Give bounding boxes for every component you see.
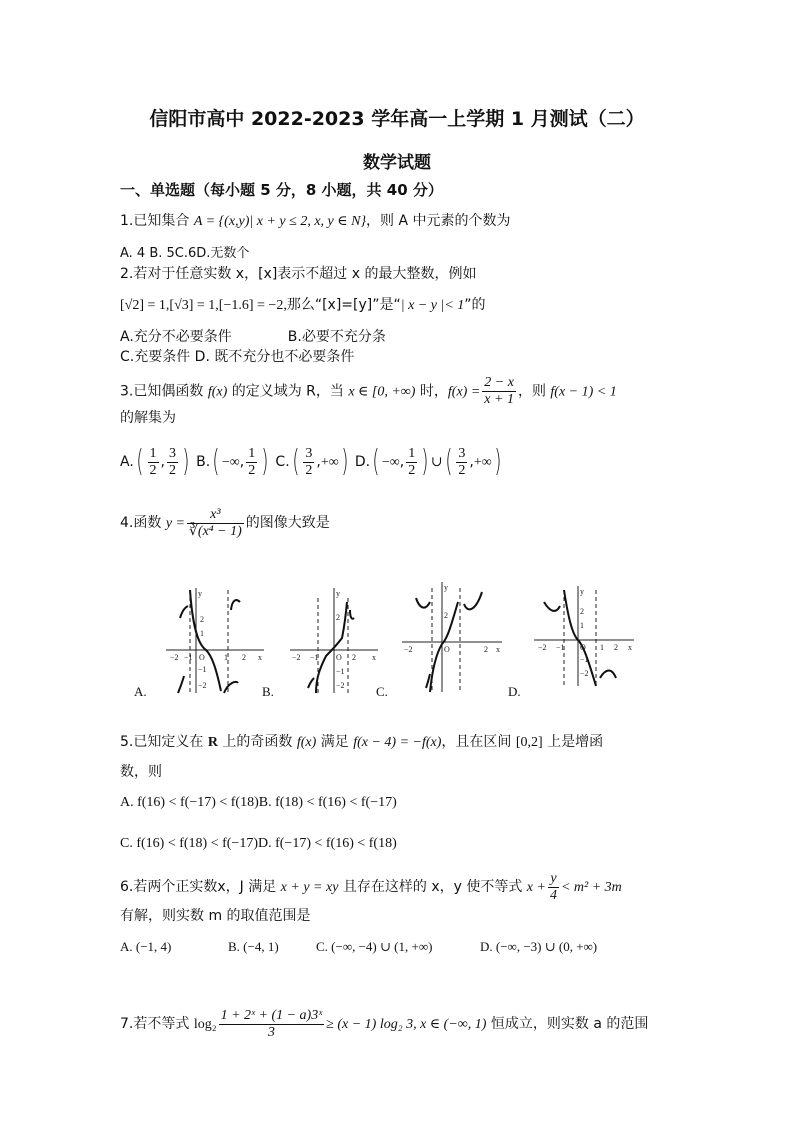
q6-options <box>120 937 597 957</box>
question-6 <box>120 870 622 905</box>
q3-fx: f(x) <box>207 384 228 400</box>
q4-stem: 4.函数 <box>120 515 166 531</box>
q2-options-ab <box>120 327 386 347</box>
svg-text:2: 2 <box>242 653 246 662</box>
q5-R: R <box>207 735 218 750</box>
q5-options-cd <box>120 834 397 854</box>
q3-stem: 3.已知偶函数 <box>120 383 208 400</box>
section-heading: 一、单选题（每小题 5 分，8 小题，共 40 分） <box>120 181 443 199</box>
svg-text:−1: −1 <box>310 653 319 662</box>
q5-fx: f(x) <box>296 735 317 750</box>
q2-option-b: B.必要不充分条 <box>287 329 386 345</box>
q7-fraction: $\frac{\text{1 + 2ˣ + (1 − a)3ˣ}}{3}$ <box>220 1007 323 1040</box>
svg-text:2: 2 <box>336 613 340 622</box>
q4-graph-b <box>290 588 378 693</box>
q5-stem-b: 上的奇函数 <box>217 734 297 750</box>
q2-option-a: A.充分不必要条件 <box>120 329 232 345</box>
q4-num: x³ <box>187 507 244 524</box>
q4-den: ∛(x⁴ − 1) <box>188 523 242 539</box>
q5-stem-d: ，且在区间 <box>441 734 516 750</box>
q6-option-a: A. (−1, 4) <box>120 939 172 954</box>
q2-condition: | x − y |< 1 <box>400 298 465 313</box>
svg-text:−2: −2 <box>580 669 589 678</box>
question-4 <box>120 500 330 547</box>
svg-text:2: 2 <box>352 653 356 662</box>
q1-set: A = {(x,y)| x + y ≤ 2, x, y ∈ N} <box>193 214 367 229</box>
q5-interval: [0,2] <box>515 735 543 750</box>
q1-stem: 1.已知集合 <box>120 213 194 229</box>
q7-log: log₂ <box>193 1017 217 1032</box>
q5-condition: f(x − 4) = −f(x) <box>353 735 442 750</box>
q4-label-c: C. <box>376 684 388 699</box>
svg-text:y: y <box>336 589 340 598</box>
q6-stem-b: 且存在这样的 x，y 使不等式 <box>338 879 527 895</box>
q3-stem-b: 的定义域为 R，当 <box>227 383 349 400</box>
q5-options-ab <box>120 793 397 813</box>
q7-stem: 7.若不等式 <box>120 1016 194 1032</box>
q4-label-a: A. <box>134 684 147 699</box>
svg-text:x: x <box>496 645 500 654</box>
svg-text:−1: −1 <box>336 667 345 676</box>
svg-text:1: 1 <box>200 629 204 638</box>
q7-rhs: ≥ (x − 1) log₂ 3, x ∈ (−∞, 1) <box>326 1017 487 1032</box>
q5-option-c: C. f(16) < f(18) < f(−17) <box>120 836 258 851</box>
svg-text:x: x <box>628 643 632 652</box>
q1-options: A. 4 B. 5C.6D.无数个 <box>120 246 250 261</box>
q5-stem-c: 满足 <box>316 734 354 750</box>
q3-options <box>120 444 503 481</box>
question-7 <box>120 1004 648 1045</box>
svg-text:O: O <box>199 653 205 662</box>
q3-stem-c: 时， <box>415 383 448 400</box>
q2-examples: [√2] = 1,[√3] = 1,[−1.6] = −2, <box>120 298 287 313</box>
question-1 <box>120 211 511 232</box>
question-2: 2.若对于任意实数 x，[x]表示不超过 x 的最大整数，例如 <box>120 266 477 282</box>
q4-stem-end: 的图像大致是 <box>245 515 330 531</box>
q3-domain: x ∈ [0, +∞) <box>348 384 416 400</box>
svg-text:y: y <box>580 587 584 596</box>
svg-text:2: 2 <box>614 643 618 652</box>
q6-condition: x + y = xy <box>280 880 339 895</box>
question-5 <box>120 732 603 753</box>
q6-stem: 6.若两个正实数x，J 满足 <box>120 879 281 895</box>
svg-text:−1: −1 <box>556 643 565 652</box>
q3-den: x + 1 <box>484 392 514 407</box>
q5-stem-e: 上是增函 <box>542 734 604 750</box>
svg-text:−2: −2 <box>538 643 547 652</box>
svg-text:2: 2 <box>444 611 448 620</box>
q4-graph-a <box>166 588 264 693</box>
svg-text:1: 1 <box>580 621 584 630</box>
svg-text:1: 1 <box>224 653 228 662</box>
svg-text:−2: −2 <box>336 681 345 690</box>
q3-fdef: f(x) = <box>447 384 481 400</box>
svg-text:2: 2 <box>484 645 488 654</box>
q4-graph-c <box>402 582 502 692</box>
q3-stem-d: ，则 <box>517 383 551 400</box>
q6-option-d: D. (−∞, −3) ∪ (0, +∞) <box>480 939 598 954</box>
q7-stem-end: 恒成立，则实数 a 的范围 <box>486 1016 649 1032</box>
svg-text:y: y <box>444 583 448 592</box>
q6-ineq-a: x + <box>526 880 546 895</box>
question-3 <box>120 375 617 408</box>
svg-text:−2: −2 <box>170 653 179 662</box>
svg-text:1: 1 <box>600 643 604 652</box>
svg-text:O: O <box>336 653 342 662</box>
svg-text:2: 2 <box>580 607 584 616</box>
q6-option-c: C. (−∞, −4) ∪ (1, +∞) <box>316 939 433 954</box>
q3-option-b: B.( −∞, $\frac{1}{2}$ ) <box>196 444 269 479</box>
q5-stem-end: 数，则 <box>120 764 162 780</box>
q2-stem: 那么“[x]=[y]”是“ <box>286 297 401 313</box>
svg-text:2: 2 <box>200 615 204 624</box>
page-title: 信阳市高中 2022-2023 学年高一上学期 1 月测试（二） <box>149 108 645 130</box>
page-subtitle: 数学试题 <box>363 153 431 173</box>
q3-inequality: f(x − 1) < 1 <box>550 384 617 400</box>
q4-graph-options <box>120 578 680 700</box>
q3-option-d: D.( −∞, $\frac{1}{2}$ ) ∪( $\frac{3}{2}$ ,+∞) <box>354 444 502 479</box>
q5-option-b: B. f(18) < f(16) < f(−17) <box>258 795 397 810</box>
q6-ineq-b: < m² + 3m <box>560 880 622 895</box>
svg-text:−1: −1 <box>198 665 207 674</box>
svg-text:y: y <box>198 589 202 598</box>
q6-stem-end: 有解，则实数 m 的取值范围是 <box>120 908 311 924</box>
q2-stem-end: ”的 <box>464 297 486 313</box>
q2-examples-line <box>120 295 486 316</box>
q4-label-b: B. <box>262 684 274 699</box>
q3-option-c: C.( $\frac{3}{2}$ ,+∞) <box>275 444 349 479</box>
q5-option-d: D. f(−17) < f(16) < f(18) <box>257 836 397 851</box>
svg-text:−1: −1 <box>580 655 589 664</box>
svg-text:x: x <box>372 653 376 662</box>
svg-text:−1: −1 <box>184 653 193 662</box>
svg-text:−2: −2 <box>404 645 413 654</box>
svg-text:O: O <box>444 645 450 654</box>
svg-text:x: x <box>258 653 262 662</box>
q3-num: 2 − x <box>484 375 514 390</box>
q4-graph-d <box>534 586 634 686</box>
q6-fraction: $\frac{y}{4}$ <box>549 870 557 903</box>
q3-fraction <box>482 375 516 408</box>
svg-text:O: O <box>580 643 586 652</box>
q3-stem-end: 的解集为 <box>120 410 176 426</box>
q4-fraction <box>187 507 244 540</box>
q5-option-a: A. f(16) < f(−17) < f(18) <box>120 795 259 810</box>
q3-option-a: A.( $\frac{1}{2}$ , $\frac{3}{2}$ ) <box>120 444 190 479</box>
svg-text:−2: −2 <box>292 653 301 662</box>
q2-options-cd: C.充要条件 D. 既不充分也不必要条件 <box>120 349 355 365</box>
svg-text:−2: −2 <box>198 681 207 690</box>
q4-label-d: D. <box>508 684 521 699</box>
q6-option-b: B. (−4, 1) <box>228 939 279 954</box>
q5-stem: 5.已知定义在 <box>120 734 208 750</box>
q4-y-eq: y = <box>165 516 185 531</box>
q1-stem-end: ，则 A 中元素的个数为 <box>366 213 511 229</box>
